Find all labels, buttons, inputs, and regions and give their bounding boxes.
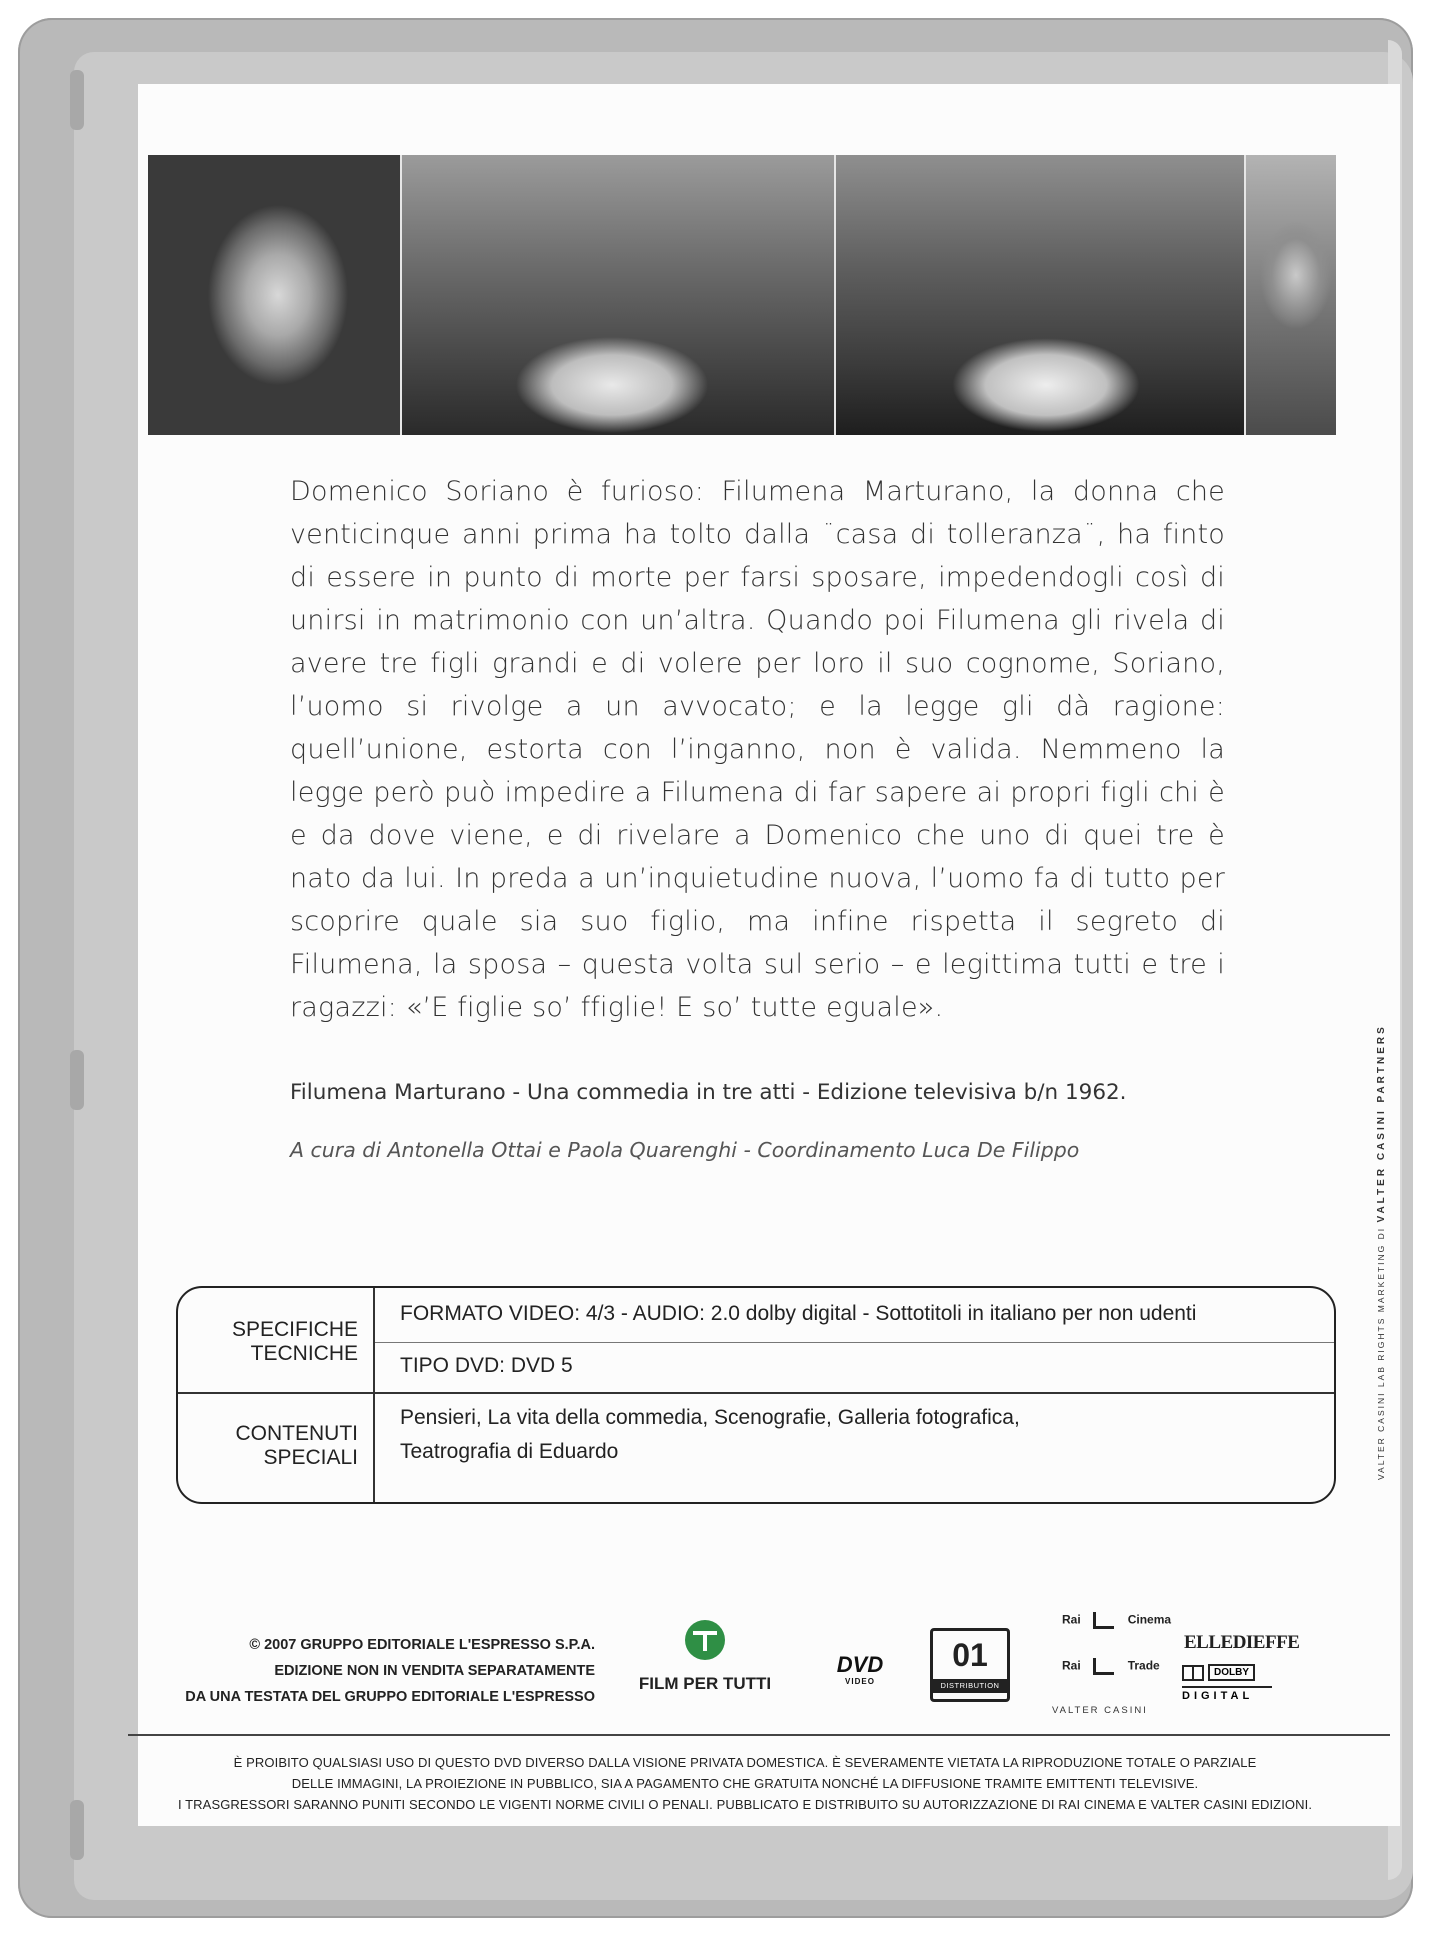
rai-cinema-text: Cinema [1127,1612,1172,1627]
legal-notice-line2: DELLE IMMAGINI, LA PROIEZIONE IN PUBBLICO, SIA A PAGAMENTO CHE GRATUITA NONCHÉ LA DIFFUSIONE TRAMITE EMITTENTI TELEVISIVE. [291,1776,1199,1791]
copyright-line: © 2007 GRUPPO EDITORIALE L'ESPRESSO S.P.A. [249,1637,595,1653]
vertical-credit-text [1376,1024,1387,1480]
dolby-double-d-icon [1182,1665,1204,1681]
edition-line: Filumena Marturano - Una commedia in tre atti - Edizione televisiva b/n 1962. [290,1080,1127,1105]
specs-divider-vertical [373,1288,375,1502]
valter-casini-small-text: VALTER CASINI [1052,1705,1148,1716]
synopsis-text: Domenico Soriano è furioso: Filumena Marturano, la donna che venticinque anni prima ha tolto dalla ¨casa di tolleranza¨, ha finto di essere in punto di morte per farsi sposare, impedendogli così di unirsi in matrimonio con un’altra. Quando poi Filumena gli rivela di avere tre figli grandi e di volere per loro il suo cognome, Soriano, l’uomo si rivolge a un avvocato; e la legge gli dà ragione: quell’unione, estorta con l’inganno, non è valida. Nemmeno la legge però può impedire a Filumena di far sapere ai propri figli chi è e da dove viene, e di rivelare a Domenico che uno di quei tre è nato da lui. In preda a un’inquietudine nuova, l’uomo fa di tutto per scoprire quale sia suo figlio, ma infine rispetta il segreto di Filumena, la sposa – questa volta sul serio – e legittima tutti e tre i ragazzi: «’E figlie so’ ffiglie! E so’ tutte eguale». [290,476,1225,1023]
dvd-logo-subtext: VIDEO [845,1677,875,1686]
specs-tech-label [178,1318,358,1366]
film-stills-strip [148,155,1336,435]
hinge-notch [70,1800,84,1860]
rai-trade-logo [1062,1658,1160,1675]
rai-trade-rai: Rai [1062,1658,1081,1673]
film-per-tutti-logo [630,1620,780,1694]
hinge-notch [70,1050,84,1110]
rai-cinema-rai: Rai [1062,1612,1081,1627]
dvd-type-line: TIPO DVD: DVD 5 [400,1354,573,1377]
elledieffe-logo: ELLEDIEFFE [1184,1632,1300,1653]
specs-box [176,1286,1336,1504]
dvd-video-logo [825,1652,895,1684]
specs-special-label-line1: CONTENUTI [235,1422,358,1445]
specs-special-label-line2: SPECIALI [263,1446,358,1469]
rai-cinema-logo [1062,1612,1171,1629]
copyright-block [175,1632,595,1710]
vertical-credit-small: VALTER CASINI LAB RIGHTS MARKETING DI [1376,1222,1386,1480]
special-contents-line2: Teatrografia di Eduardo [400,1440,619,1463]
still-three-men-table [836,155,1244,435]
01-logo-text: DISTRIBUTION [933,1679,1007,1693]
hinge-notch [70,70,84,130]
still-banquet-scene [402,155,834,435]
vertical-credit-big: VALTER CASINI PARTNERS [1376,1024,1387,1223]
rai-mark-icon [1093,1658,1114,1675]
01-logo-number: 01 [952,1637,988,1673]
publisher-line: DA UNA TESTATA DEL GRUPPO EDITORIALE L'ESPRESSO [185,1689,595,1705]
not-for-sale-line: EDIZIONE NON IN VENDITA SEPARATAMENTE [274,1663,595,1679]
01-distribution-logo [930,1628,1010,1702]
specs-tech-label-line2: TECNICHE [250,1342,358,1365]
film-per-tutti-icon [685,1620,725,1660]
legal-notice [150,1752,1340,1815]
specs-divider-horizontal [178,1392,1334,1394]
still-man-portrait [1246,155,1336,435]
special-contents-line1: Pensieri, La vita della commedia, Scenografie, Galleria fotografica, [400,1406,1020,1429]
specs-special-label [178,1422,358,1470]
specs-tech-label-line1: SPECIFICHE [231,1318,358,1341]
format-line: FORMATO VIDEO: 4/3 - AUDIO: 2.0 dolby digital - Sottotitoli in italiano per non udenti [400,1302,1197,1325]
bottom-divider [128,1734,1390,1736]
vertical-rights-credit [1362,940,1387,1480]
dolby-digital-logo [1182,1664,1272,1702]
rai-trade-text: Trade [1127,1658,1160,1673]
dvd-logo-text: DVD [836,1652,884,1677]
still-woman-portrait [148,155,400,435]
film-per-tutti-text: FILM PER TUTTI [638,1674,772,1693]
dolby-text: DOLBY [1208,1664,1255,1681]
specs-divider-inner [375,1342,1334,1343]
curated-by-line: A cura di Antonella Ottai e Paola Quarenghi - Coordinamento Luca De Filippo [290,1138,1080,1162]
rai-mark-icon [1093,1612,1114,1629]
dolby-digital-text: DIGITAL [1182,1686,1272,1702]
legal-notice-line1: È PROIBITO QUALSIASI USO DI QUESTO DVD DIVERSO DALLA VISIONE PRIVATA DOMESTICA. È SEVERAMENTE VIETATA LA RIPRODUZIONE TOTALE O PARZIALE [233,1755,1257,1770]
legal-notice-line3: I TRASGRESSORI SARANNO PUNITI SECONDO LE VIGENTI NORME CIVILI O PENALI. PUBBLICATO E DISTRIBUITO SU AUTORIZZAZIONE DI RAI CINEMA E VALTER CASINI EDIZIONI. [177,1797,1313,1812]
